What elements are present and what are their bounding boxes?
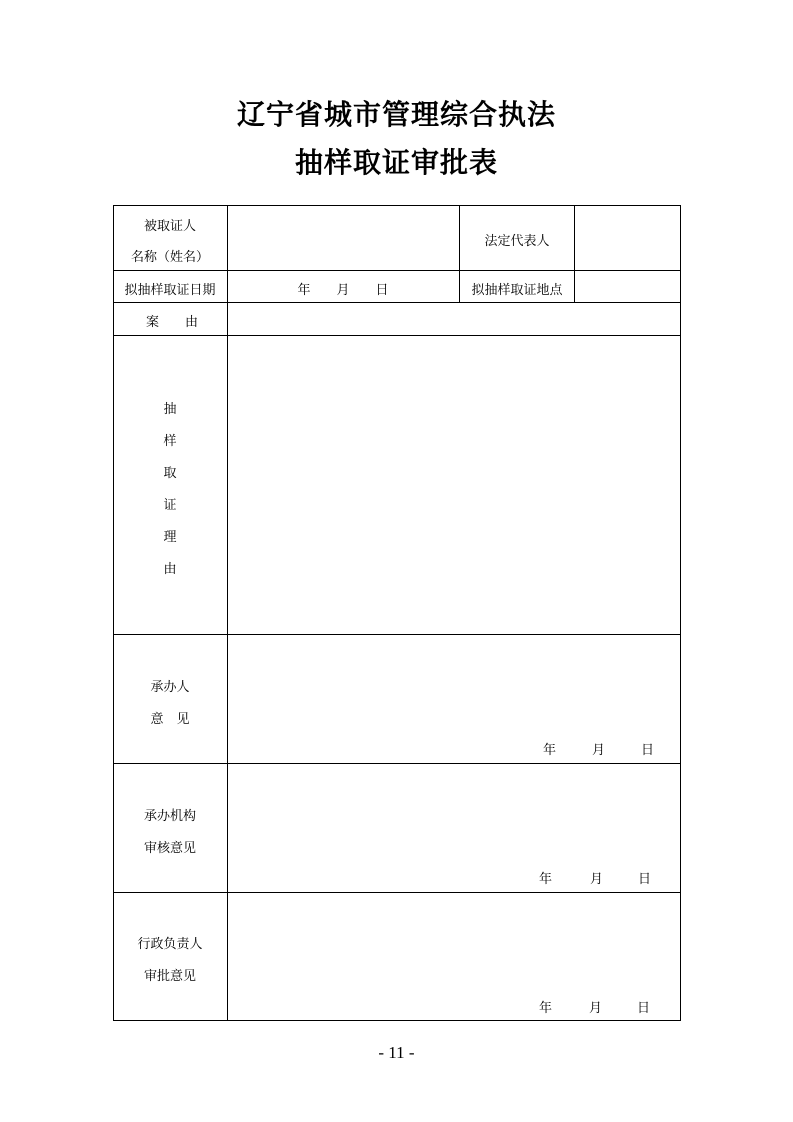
sampling-date-field[interactable]: 年 月 日 [297, 283, 389, 298]
date-year: 年 [543, 743, 557, 758]
date-month: 月 [590, 872, 604, 887]
date-year: 年 [539, 1001, 553, 1016]
case-label: 案 由 [145, 315, 199, 330]
column-divider [227, 206, 228, 1020]
date-month: 月 [589, 1001, 603, 1016]
column-divider [574, 206, 575, 302]
date-label: 拟抽样取证日期 [124, 283, 216, 298]
row-divider [114, 302, 680, 303]
page-number: - 11 - [378, 1043, 415, 1062]
reason-char: 理 [163, 530, 177, 545]
date-year: 年 [539, 872, 553, 887]
date-day: 日 [641, 743, 655, 758]
date-day: 日 [637, 1001, 651, 1016]
document-title-line1: 辽宁省城市管理综合执法 [236, 98, 556, 131]
column-divider [459, 206, 460, 302]
handler-label-line1: 承办人 [150, 680, 190, 695]
document-title-line2: 抽样取证审批表 [294, 146, 498, 179]
reason-char: 样 [163, 434, 177, 449]
row-divider [114, 270, 680, 271]
approval-form-table [113, 205, 681, 1021]
row-divider [114, 763, 680, 764]
row-divider [114, 634, 680, 635]
admin-label-line2: 审批意见 [143, 969, 197, 984]
row-divider [114, 335, 680, 336]
row-divider [114, 892, 680, 893]
reason-char: 由 [163, 562, 177, 577]
org-label-line1: 承办机构 [143, 809, 197, 824]
date-day: 日 [638, 872, 652, 887]
subject-label-line2: 名称（姓名） [130, 250, 210, 265]
admin-label-line1: 行政负责人 [137, 937, 203, 952]
location-label: 拟抽样取证地点 [471, 283, 563, 298]
reason-char: 证 [163, 498, 177, 513]
reason-char: 抽 [163, 402, 177, 417]
org-label-line2: 审核意见 [143, 841, 197, 856]
date-month: 月 [592, 743, 606, 758]
legal-rep-label: 法定代表人 [484, 234, 550, 249]
reason-char: 取 [163, 466, 177, 481]
handler-label-line2: 意 见 [150, 712, 190, 727]
subject-label-line1: 被取证人 [143, 219, 197, 234]
